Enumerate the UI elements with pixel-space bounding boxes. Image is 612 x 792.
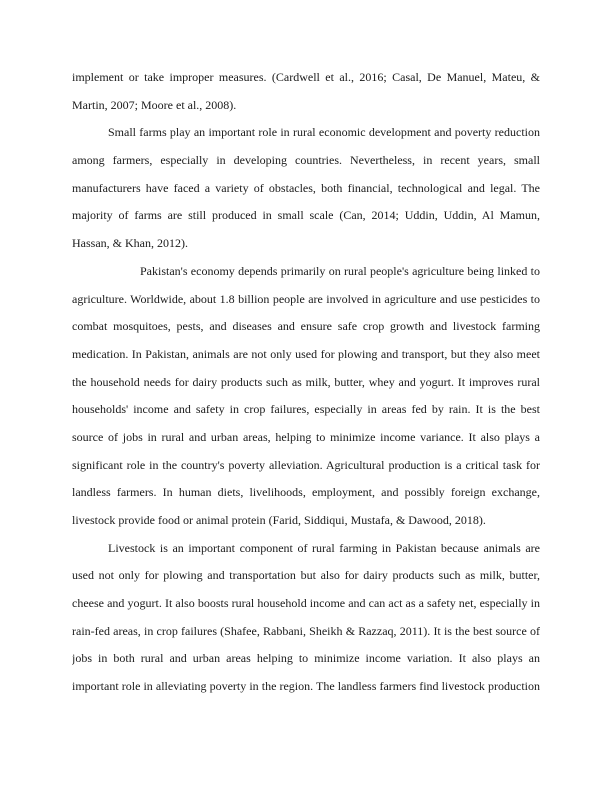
text-line: significant role in the country's poverty alleviation. Agricultural production is a critical task for xyxy=(72,457,540,472)
text-line: cheese and yogurt. It also boosts rural household income and can act as a safety net, especially in xyxy=(72,596,540,611)
text-line: agriculture. Worldwide, about 1.8 billion people are involved in agriculture and use pesticides to xyxy=(72,291,540,306)
text-line: Livestock is an important component of rural farming in Pakistan because animals are xyxy=(108,540,540,555)
text-line: Pakistan's economy depends primarily on rural people's agriculture being linked to xyxy=(140,263,540,278)
text-line: Hassan, & Khan, 2012). xyxy=(72,236,188,251)
text-line: important role in alleviating poverty in the region. The landless farmers find livestock production xyxy=(72,679,540,694)
text-line: rain-fed areas, in crop failures (Shafee, Rabbani, Sheikh & Razzaq, 2011). It is the best source of xyxy=(72,623,540,638)
text-line: manufacturers have faced a variety of obstacles, both financial, technological and legal. The xyxy=(72,180,540,195)
text-line: majority of farms are still produced in small scale (Can, 2014; Uddin, Uddin, Al Mamun, xyxy=(72,208,540,223)
text-line: among farmers, especially in developing countries. Nevertheless, in recent years, small xyxy=(72,153,540,168)
text-line: jobs in both rural and urban areas helping to minimize income variation. It also plays an xyxy=(72,651,540,666)
text-line: the household needs for dairy products such as milk, butter, whey and yogurt. It improves rural xyxy=(72,374,540,389)
text-line: implement or take improper measures. (Cardwell et al., 2016; Casal, De Manuel, Mateu, & xyxy=(72,70,540,84)
text-line: Small farms play an important role in rural economic development and poverty reduction xyxy=(108,125,540,140)
text-line: livestock provide food or animal protein (Farid, Siddiqui, Mustafa, & Dawood, 2018). xyxy=(72,513,486,527)
text-line: source of jobs in rural and urban areas, helping to minimize income variance. It also plays a xyxy=(72,429,540,444)
paragraph-1 xyxy=(72,64,540,119)
text-line: medication. In Pakistan, animals are not only used for plowing and transport, but they also meet xyxy=(72,346,540,361)
text-line: households' income and safety in crop failures, especially in areas fed by rain. It is the best xyxy=(72,402,540,417)
text-line: combat mosquitoes, pests, and diseases and ensure safe crop growth and livestock farming xyxy=(72,319,540,334)
body-text xyxy=(72,64,540,701)
paragraph-4 xyxy=(72,535,540,701)
text-line: Martin, 2007; Moore et al., 2008). xyxy=(72,97,237,112)
text-line: used not only for plowing and transportation but also for dairy products such as milk, butter, xyxy=(72,568,540,583)
paragraph-2 xyxy=(72,119,540,257)
text-line: landless farmers. In human diets, livelihoods, employment, and possibly foreign exchange, xyxy=(72,485,540,500)
paragraph-3 xyxy=(72,258,540,535)
